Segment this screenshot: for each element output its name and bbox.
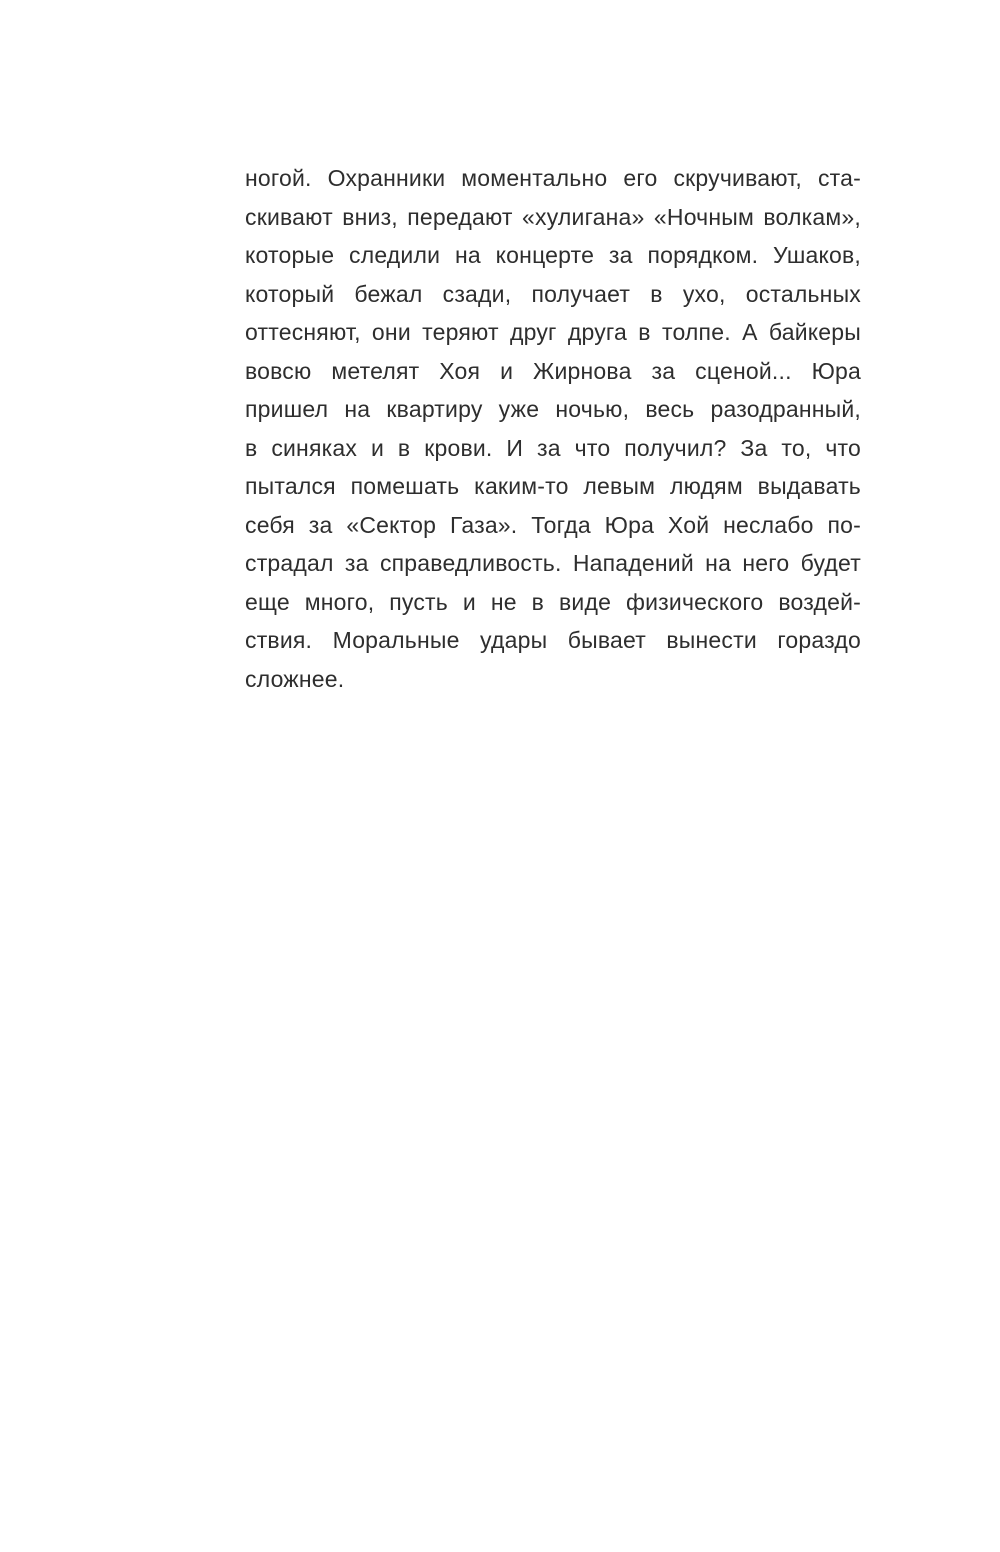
paragraph [245, 159, 861, 698]
paragraph-line: пришел на квартиру уже ночью, весь разодранный, [245, 396, 861, 422]
paragraph-line: себя за «Сектор Газа». Тогда Юра Хой неслабо по- [245, 511, 861, 538]
paragraph-line: вовсю метелят Хоя и Жирнова за сценой... Юра [245, 357, 861, 384]
paragraph-line: которые следили на концерте за порядком. Ушаков, [245, 242, 861, 268]
paragraph-line: пытался помешать каким-то левым людям выдавать [245, 473, 861, 499]
paragraph-line-last: сложнее. [245, 665, 345, 692]
paragraph-line: еще много, пусть и не в виде физического воздей- [245, 588, 861, 615]
paragraph-line: оттесняют, они теряют друг друга в толпе. А байкеры [245, 319, 861, 345]
paragraph-line: ногой. Охранники моментально его скручивают, ста- [245, 165, 861, 191]
paragraph-line: который бежал сзади, получает в ухо, остальных [245, 280, 861, 307]
paragraph-line: скивают вниз, передают «хулигана» «Ночным волкам», [245, 203, 861, 230]
paragraph-line: в синяках и в крови. И за что получил? За то, что [245, 434, 861, 461]
paragraph-line: ствия. Моральные удары бывает вынести гораздо [245, 627, 861, 653]
paragraph-line: страдал за справедливость. Нападений на него будет [245, 550, 861, 576]
